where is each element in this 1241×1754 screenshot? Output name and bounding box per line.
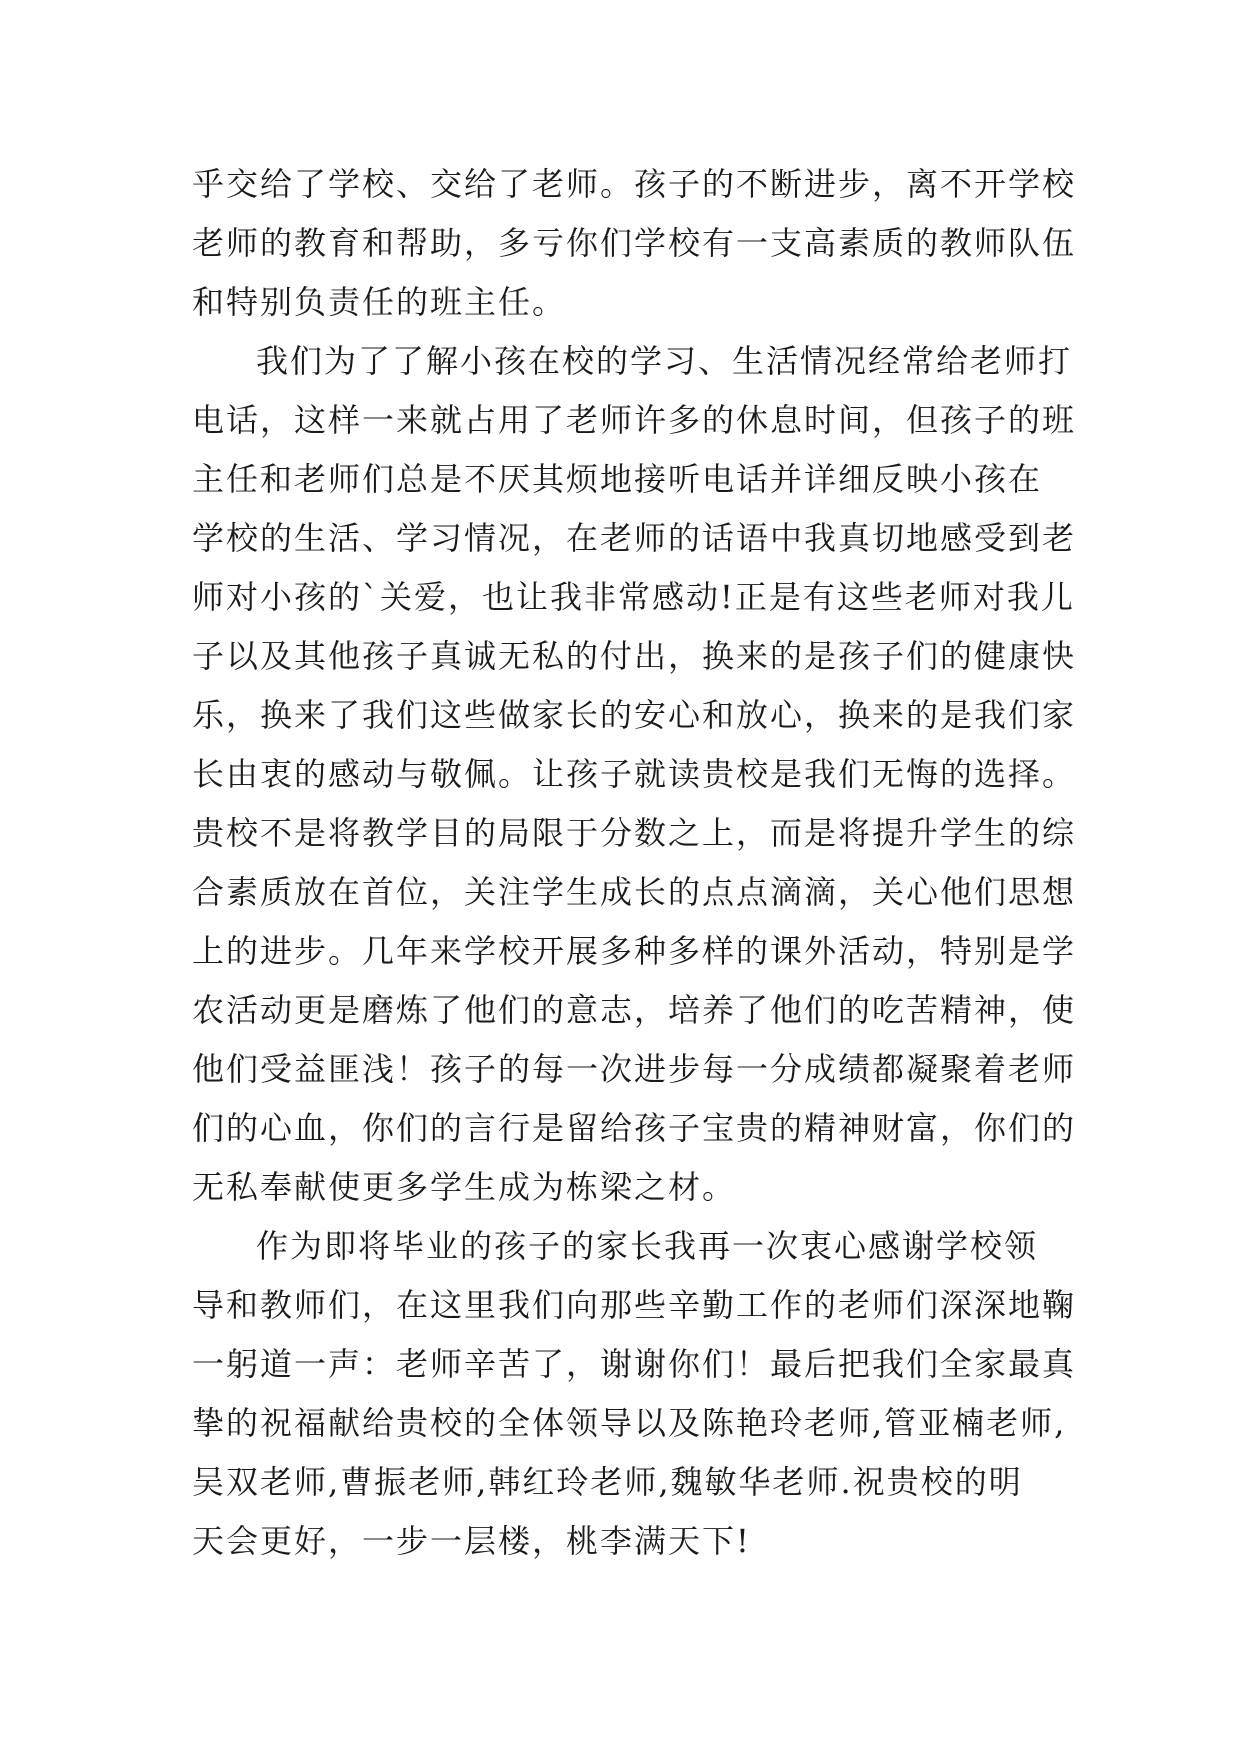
paragraph-2-line-9: 贵校不是将教学目的局限于分数之上，而是将提升学生的综 bbox=[192, 814, 1077, 852]
paragraph-1-line-2: 老师的教育和帮助，多亏你们学校有一支高素质的教师队伍 bbox=[192, 224, 1077, 262]
paragraph-2-line-8: 长由衷的感动与敬佩。让孩子就读贵校是我们无悔的选择。 bbox=[192, 755, 1077, 793]
paragraph-2-line-11: 上的进步。几年来学校开展多种多样的课外活动，特别是学 bbox=[192, 932, 1077, 970]
paragraph-3-line-3: 一躬道一声：老师辛苦了，谢谢你们！最后把我们全家最真 bbox=[192, 1345, 1077, 1383]
paragraph-1-line-3: 和特别负责任的班主任。 bbox=[192, 283, 567, 321]
body-text bbox=[192, 155, 1077, 1571]
paragraph-2-line-12: 农活动更是磨炼了他们的意志，培养了他们的吃苦精神，使 bbox=[192, 991, 1077, 1029]
paragraph-2-line-4: 学校的生活、学习情况，在老师的话语中我真切地感受到老 bbox=[192, 519, 1077, 557]
paragraph-2-line-1: 我们为了了解小孩在校的学习、生活情况经常给老师打 bbox=[256, 342, 1073, 380]
paragraph-2-line-15: 无私奉献使更多学生成为栋梁之材。 bbox=[192, 1168, 737, 1206]
paragraph-2-line-14: 们的心血，你们的言行是留给孩子宝贵的精神财富，你们的 bbox=[192, 1109, 1077, 1147]
paragraph-3-line-5: 吴双老师,曹振老师,韩红玲老师,魏敏华老师.祝贵校的明 bbox=[192, 1463, 1023, 1501]
paragraph-2-line-5: 师对小孩的`关爱，也让我非常感动!正是有这些老师对我儿 bbox=[192, 578, 1075, 616]
paragraph-3-line-4: 挚的祝福献给贵校的全体领导以及陈艳玲老师,管亚楠老师, bbox=[192, 1404, 1067, 1442]
paragraph-3-line-2: 导和教师们，在这里我们向那些辛勤工作的老师们深深地鞠 bbox=[192, 1286, 1077, 1324]
paragraph-2-line-13: 他们受益匪浅！孩子的每一次进步每一分成绩都凝聚着老师 bbox=[192, 1050, 1077, 1088]
paragraph-2-line-3: 主任和老师们总是不厌其烦地接听电话并详细反映小孩在 bbox=[192, 460, 1043, 498]
paragraph-2-line-2: 电话，这样一来就占用了老师许多的休息时间，但孩子的班 bbox=[192, 401, 1077, 439]
paragraph-3-line-1: 作为即将毕业的孩子的家长我再一次衷心感谢学校领 bbox=[256, 1227, 1039, 1265]
paragraph-2-line-7: 乐，换来了我们这些做家长的安心和放心，换来的是我们家 bbox=[192, 696, 1077, 734]
paragraph-2-line-10: 合素质放在首位，关注学生成长的点点滴滴，关心他们思想 bbox=[192, 873, 1077, 911]
paragraph-1-line-1: 乎交给了学校、交给了老师。孩子的不断进步，离不开学校 bbox=[192, 165, 1077, 203]
paragraph-2-line-6: 子以及其他孩子真诚无私的付出，换来的是孩子们的健康快 bbox=[192, 637, 1077, 675]
paragraph-3-line-6: 天会更好，一步一层楼，桃李满天下! bbox=[192, 1522, 751, 1560]
